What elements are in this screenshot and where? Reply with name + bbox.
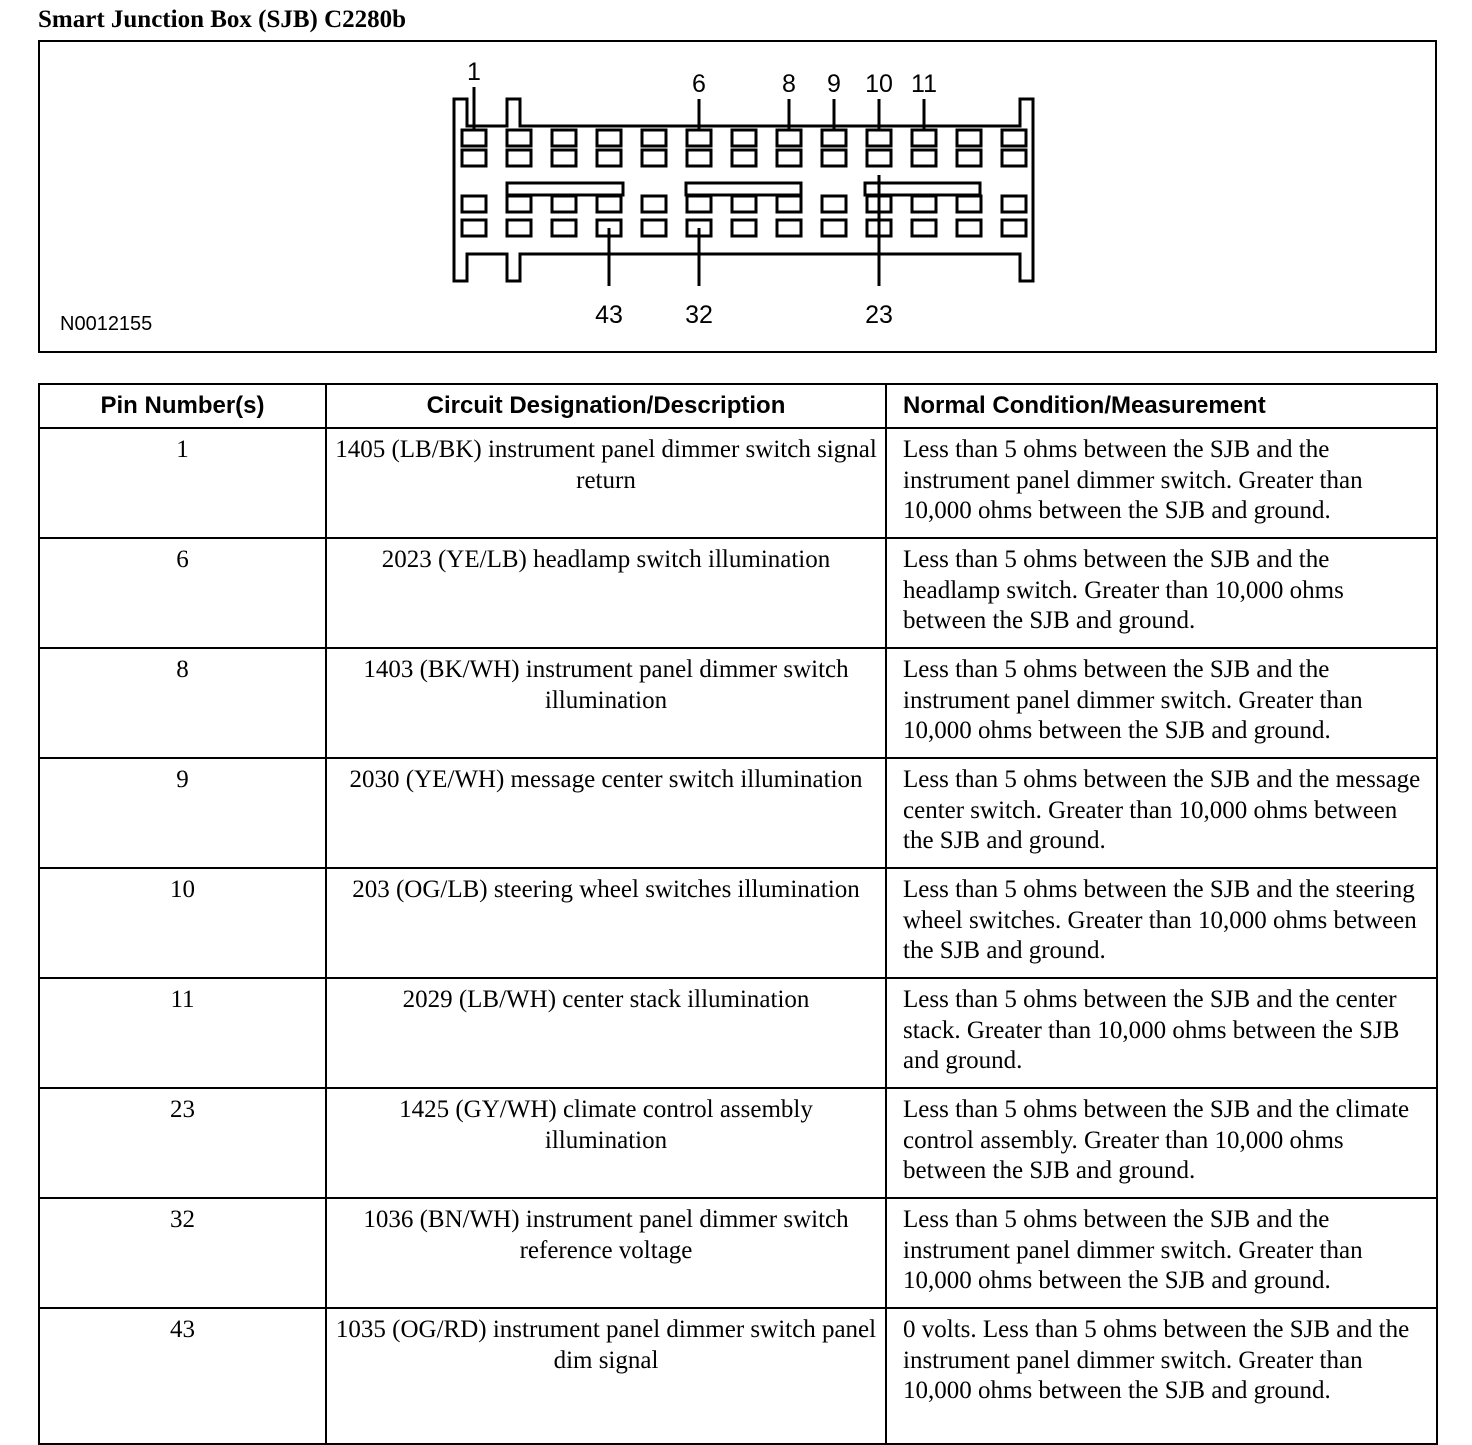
keying-slot xyxy=(507,183,623,195)
pin-cavity xyxy=(642,150,666,166)
pin-cavity xyxy=(822,220,846,236)
pin-cavity xyxy=(552,150,576,166)
pin-cavity xyxy=(732,150,756,166)
measurement-cell: Less than 5 ohms between the SJB and the instrument panel dimmer switch. Greater than 10,000 ohms between the SJB and ground. xyxy=(886,648,1437,758)
column-header-measurement: Normal Condition/Measurement xyxy=(886,384,1437,428)
table-row xyxy=(39,758,1437,868)
pin-number-cell: 6 xyxy=(39,538,326,648)
pin-cavity xyxy=(1002,130,1026,146)
pin-cavity xyxy=(957,150,981,166)
pin-cavity xyxy=(507,130,531,146)
pin-cavity xyxy=(507,150,531,166)
pin-cavity xyxy=(732,220,756,236)
pin-cavity xyxy=(1002,220,1026,236)
pin-callout-label: 8 xyxy=(782,70,796,98)
pin-cavity xyxy=(597,130,621,146)
circuit-cell: 1403 (BK/WH) instrument panel dimmer switch illumination xyxy=(326,648,886,758)
pin-cavity xyxy=(912,196,936,212)
pin-callout-label: 23 xyxy=(865,301,893,329)
measurement-cell: Less than 5 ohms between the SJB and the steering wheel switches. Greater than 10,000 ohms between the SJB and ground. xyxy=(886,868,1437,978)
pin-number-cell: 8 xyxy=(39,648,326,758)
pin-cavity xyxy=(777,220,801,236)
table-row xyxy=(39,538,1437,648)
circuit-cell: 1405 (LB/BK) instrument panel dimmer switch signal return xyxy=(326,428,886,538)
pin-cavity xyxy=(462,130,486,146)
pin-callout-label: 1 xyxy=(467,58,481,86)
table-row xyxy=(39,978,1437,1088)
connector-housing xyxy=(454,99,1033,281)
pin-callout-label: 43 xyxy=(595,301,623,329)
pin-cavity xyxy=(822,196,846,212)
pin-cavity xyxy=(687,196,711,212)
pin-number-cell: 11 xyxy=(39,978,326,1088)
measurement-cell: Less than 5 ohms between the SJB and the climate control assembly. Greater than 10,000 ohms between the SJB and ground. xyxy=(886,1088,1437,1198)
pin-cavity xyxy=(867,130,891,146)
pin-cavity xyxy=(912,220,936,236)
table-row xyxy=(39,1088,1437,1198)
pin-cavity xyxy=(732,196,756,212)
column-header-circuit: Circuit Designation/Description xyxy=(326,384,886,428)
pin-cavity xyxy=(462,220,486,236)
figure-id: N0012155 xyxy=(60,313,153,335)
pin-cavity xyxy=(597,196,621,212)
pin-cavity xyxy=(642,220,666,236)
pin-callout-label: 6 xyxy=(692,70,706,98)
connector-face-drawing xyxy=(40,42,1435,351)
circuit-cell: 2023 (YE/LB) headlamp switch illumination xyxy=(326,538,886,648)
pin-cavity xyxy=(1002,196,1026,212)
pin-cavity xyxy=(552,196,576,212)
pin-callout-label: 9 xyxy=(827,70,841,98)
pin-cavity xyxy=(822,150,846,166)
pin-cavity xyxy=(957,130,981,146)
measurement-cell: Less than 5 ohms between the SJB and the center stack. Greater than 10,000 ohms between the SJB and ground. xyxy=(886,978,1437,1088)
pin-callout-label: 11 xyxy=(911,70,937,98)
circuit-cell: 1036 (BN/WH) instrument panel dimmer switch reference voltage xyxy=(326,1198,886,1308)
table-header-row xyxy=(39,384,1437,428)
pin-cavity xyxy=(777,150,801,166)
keying-slot xyxy=(686,183,801,195)
pin-table xyxy=(38,383,1438,1445)
pin-cavity xyxy=(867,150,891,166)
pin-cavity xyxy=(642,130,666,146)
pin-cavity xyxy=(957,196,981,212)
circuit-cell: 1035 (OG/RD) instrument panel dimmer switch panel dim signal xyxy=(326,1308,886,1444)
measurement-cell: 0 volts. Less than 5 ohms between the SJB and the instrument panel dimmer switch. Greater than 10,000 ohms between the SJB and ground. xyxy=(886,1308,1437,1444)
pin-number-cell: 9 xyxy=(39,758,326,868)
measurement-cell: Less than 5 ohms between the SJB and the instrument panel dimmer switch. Greater than 10,000 ohms between the SJB and ground. xyxy=(886,1198,1437,1308)
pin-number-cell: 1 xyxy=(39,428,326,538)
measurement-cell: Less than 5 ohms between the SJB and the headlamp switch. Greater than 10,000 ohms between the SJB and ground. xyxy=(886,538,1437,648)
pin-cavity xyxy=(777,130,801,146)
pin-callout-label: 10 xyxy=(865,70,893,98)
pin-cavity xyxy=(552,130,576,146)
pin-cavity xyxy=(507,220,531,236)
pin-cavity xyxy=(462,150,486,166)
pin-number-cell: 43 xyxy=(39,1308,326,1444)
circuit-cell: 203 (OG/LB) steering wheel switches illumination xyxy=(326,868,886,978)
pin-cavity xyxy=(687,130,711,146)
pin-cavity xyxy=(732,130,756,146)
pin-cavity xyxy=(642,196,666,212)
pin-cavity xyxy=(552,220,576,236)
pin-cavity xyxy=(822,130,846,146)
pin-cavity xyxy=(597,150,621,166)
pin-cavity xyxy=(777,196,801,212)
table-row xyxy=(39,1198,1437,1308)
pin-cavity xyxy=(912,150,936,166)
circuit-cell: 2030 (YE/WH) message center switch illumination xyxy=(326,758,886,868)
circuit-cell: 2029 (LB/WH) center stack illumination xyxy=(326,978,886,1088)
column-header-pin: Pin Number(s) xyxy=(39,384,326,428)
connector-diagram xyxy=(38,40,1437,353)
pin-cavity xyxy=(462,196,486,212)
table-row xyxy=(39,648,1437,758)
circuit-cell: 1425 (GY/WH) climate control assembly illumination xyxy=(326,1088,886,1198)
pin-number-cell: 32 xyxy=(39,1198,326,1308)
measurement-cell: Less than 5 ohms between the SJB and the message center switch. Greater than 10,000 ohms between the SJB and ground. xyxy=(886,758,1437,868)
pin-callout-label: 32 xyxy=(685,301,713,329)
keying-slot xyxy=(865,183,980,195)
pin-number-cell: 23 xyxy=(39,1088,326,1198)
pin-cavity xyxy=(957,220,981,236)
table-row xyxy=(39,868,1437,978)
pin-cavity xyxy=(507,196,531,212)
pin-number-cell: 10 xyxy=(39,868,326,978)
pin-cavity xyxy=(1002,150,1026,166)
page-title: Smart Junction Box (SJB) C2280b xyxy=(38,6,407,33)
pin-cavity xyxy=(912,130,936,146)
table-row xyxy=(39,428,1437,538)
measurement-cell: Less than 5 ohms between the SJB and the instrument panel dimmer switch. Greater than 10,000 ohms between the SJB and ground. xyxy=(886,428,1437,538)
pin-cavity xyxy=(687,150,711,166)
